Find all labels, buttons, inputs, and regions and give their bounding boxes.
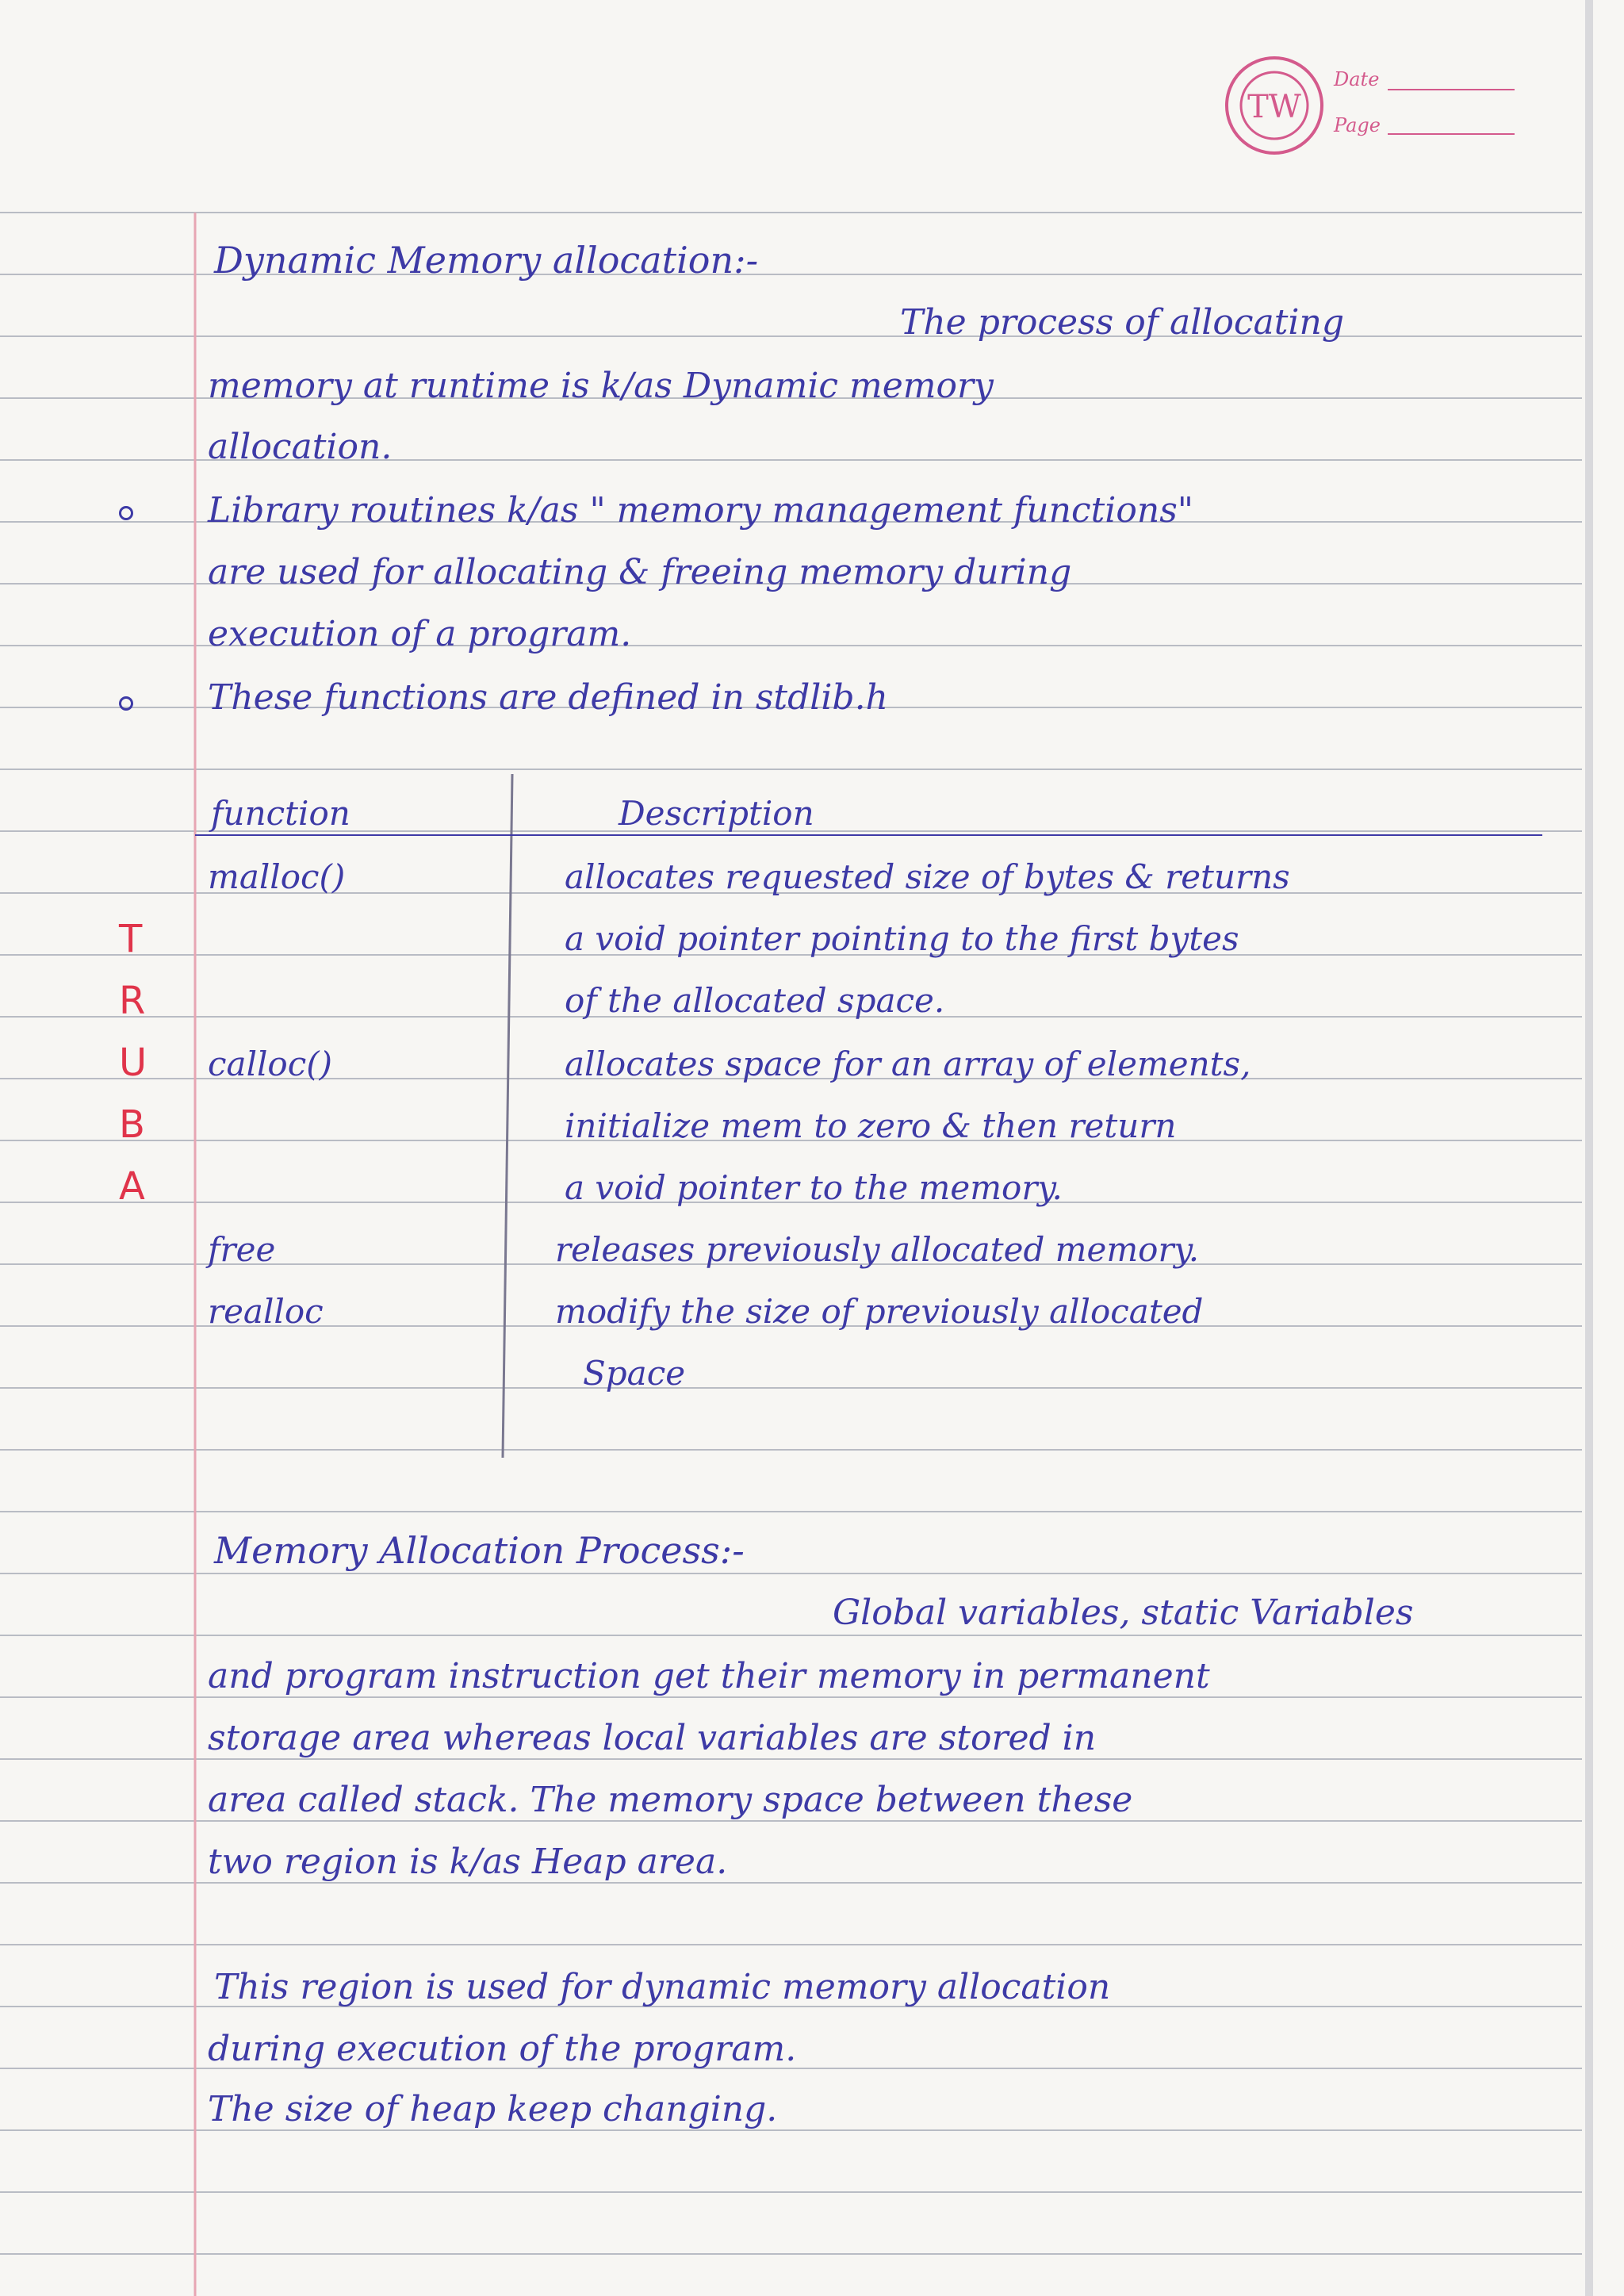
intro-line-3: allocation. (208, 427, 393, 467)
page-label: Page (1334, 114, 1381, 136)
para1-line-3: storage area whereas local variables are stored in (208, 1718, 1097, 1758)
logo-text: TW (1247, 89, 1301, 125)
bullet1-line-3: execution of a program. (208, 614, 632, 654)
margin-letter: R (119, 979, 146, 1023)
brand-logo-icon (1223, 54, 1326, 157)
para2-line-1: This region is used for dynamic memory allocation (214, 1967, 1111, 2007)
para2-line-2: during execution of the program. (208, 2029, 797, 2069)
intro-line-1: The process of allocating (900, 302, 1344, 343)
function-description-line: Space (583, 1354, 686, 1393)
function-description-line: allocates space for an array of elements, (565, 1045, 1251, 1083)
function-name: realloc (208, 1292, 324, 1331)
para2-line-3: The size of heap keep changing. (208, 2089, 778, 2129)
para1-line-4: area called stack. The memory space between these (208, 1780, 1133, 1820)
function-description-line: modify the size of previously allocated (555, 1292, 1204, 1331)
margin-letter: T (119, 917, 143, 961)
function-name: calloc() (208, 1045, 333, 1083)
intro-line-2: memory at runtime is k/as Dynamic memory (208, 366, 994, 406)
page-line (1388, 133, 1515, 135)
margin-letter: U (119, 1041, 147, 1085)
bullet1-line-1: Library routines k/as " memory management functions" (208, 490, 1194, 531)
date-line (1388, 89, 1515, 90)
para1-line-5: two region is k/as Heap area. (208, 1842, 728, 1882)
margin-letter: A (119, 1164, 145, 1209)
para1-line-2: and program instruction get their memory in permanent (208, 1656, 1210, 1696)
date-label: Date (1334, 68, 1380, 90)
function-description-line: allocates requested size of bytes & returns (565, 857, 1290, 896)
bullet-marker-1 (119, 506, 133, 520)
table-header-function: function (211, 794, 350, 833)
para1-line-1: Global variables, static Variables (833, 1593, 1414, 1633)
bullet-marker-2 (119, 696, 133, 711)
function-description-line: initialize mem to zero & then return (565, 1106, 1177, 1145)
function-name: free (208, 1230, 276, 1269)
margin-letter: B (119, 1102, 145, 1147)
bullet1-line-2: are used for allocating & freeing memory during (208, 552, 1072, 592)
function-description-line: of the allocated space. (565, 981, 945, 1020)
section2-title: Memory Allocation Process:- (214, 1529, 745, 1572)
function-name: malloc() (208, 857, 346, 896)
section1-title: Dynamic Memory allocation:- (214, 239, 759, 282)
bullet2-line: These functions are defined in stdlib.h (208, 677, 888, 718)
function-description-line: releases previously allocated memory. (555, 1230, 1200, 1269)
table-divider-line (503, 774, 512, 1458)
table-header-description: Description (619, 794, 814, 833)
function-description-line: a void pointer pointing to the first bytes (565, 919, 1239, 958)
function-description-line: a void pointer to the memory. (565, 1168, 1063, 1207)
